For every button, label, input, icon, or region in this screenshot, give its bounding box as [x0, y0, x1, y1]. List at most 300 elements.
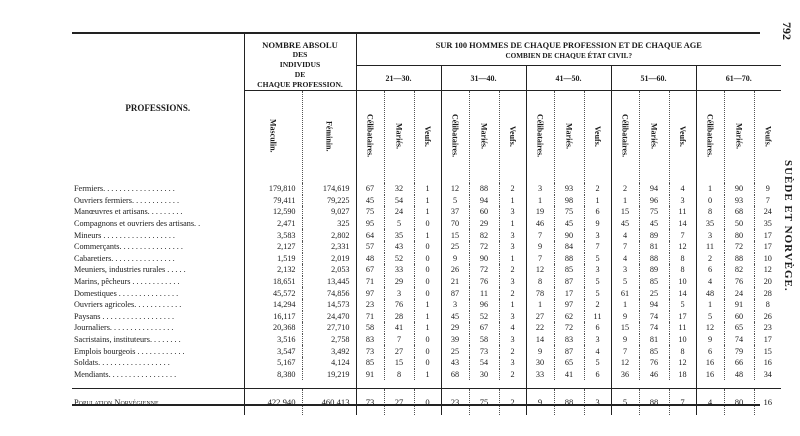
- percentage-value: 89: [639, 229, 669, 241]
- percentage-value: 94: [639, 299, 669, 311]
- separator-row: [72, 380, 781, 389]
- percentage-value: 4: [669, 183, 696, 195]
- percentage-value: 3: [526, 183, 554, 195]
- percentage-value: 58: [469, 334, 499, 346]
- percentage-value: 10: [669, 276, 696, 288]
- nombre-line: DE: [294, 70, 306, 79]
- column-header: [356, 91, 384, 184]
- column-header-label: Mariés.: [649, 123, 659, 149]
- nombre-line: CHAQUE PROFESSION.: [257, 80, 343, 89]
- column-header-label: Mariés.: [394, 123, 404, 149]
- table-row: [72, 299, 781, 311]
- feminin-value: 27,710: [302, 322, 356, 334]
- percentage-value: 1: [499, 253, 526, 265]
- feminin-value: 3,492: [302, 345, 356, 357]
- percentage-value: 81: [639, 241, 669, 253]
- nombre-line: INDIVIDUS: [279, 60, 321, 69]
- masculin-value: 5,167: [244, 357, 302, 369]
- percentage-value: 2: [499, 345, 526, 357]
- percentage-value: 16: [696, 369, 724, 381]
- feminin-value: 2,802: [302, 229, 356, 241]
- percentage-value: 72: [554, 322, 584, 334]
- percentage-value: 88: [554, 253, 584, 265]
- percentage-value: 65: [724, 322, 754, 334]
- percentage-value: 0: [414, 345, 441, 357]
- table-row: [72, 311, 781, 323]
- masculin-value: 422,940: [244, 389, 302, 416]
- feminin-value: 174,619: [302, 183, 356, 195]
- percentage-value: 3: [499, 229, 526, 241]
- column-header-label: Mariés.: [479, 123, 489, 149]
- percentage-value: 3: [611, 264, 639, 276]
- column-header: [526, 91, 554, 184]
- percentage-value: 2: [499, 264, 526, 276]
- percentage-value: 5: [611, 389, 639, 416]
- percentage-value: 16: [763, 358, 772, 368]
- percentage-value: 27: [526, 311, 554, 323]
- masculin-value: 79,411: [244, 195, 302, 207]
- percentage-value: 29: [469, 218, 499, 230]
- separator-cell: [669, 380, 696, 389]
- masculin-value: 2,471: [244, 218, 302, 230]
- percentage-value: 45: [441, 311, 469, 323]
- percentage-value: 85: [639, 345, 669, 357]
- percentage-value: 5: [384, 218, 414, 230]
- percentage-value: 88: [554, 389, 584, 416]
- column-header: [414, 91, 441, 184]
- percentage-value: 8: [669, 345, 696, 357]
- separator-cell: [469, 380, 499, 389]
- percentage-value: 54: [384, 195, 414, 207]
- percentage-value: 74: [639, 311, 669, 323]
- percentage-value: 93: [554, 183, 584, 195]
- percentage-value: 29: [441, 322, 469, 334]
- profession-label: Marins, pêcheurs . . . . . . . . . . . .: [72, 276, 244, 288]
- column-header: [639, 91, 669, 184]
- column-header: [754, 91, 781, 184]
- percentage-value: 9: [441, 253, 469, 265]
- percentage-value: 3: [499, 206, 526, 218]
- percentage-value: 90: [724, 183, 754, 195]
- percentage-value: 60: [724, 311, 754, 323]
- column-header: [441, 91, 469, 184]
- percentage-value: 1: [611, 299, 639, 311]
- percentage-value: 8: [765, 300, 770, 310]
- percentage-value: 62: [554, 311, 584, 323]
- percentage-value: 10: [763, 253, 772, 263]
- column-header-label: Veufs.: [678, 125, 687, 147]
- percentage-value: 41: [554, 369, 584, 381]
- percentage-value: 9: [526, 345, 554, 357]
- percentage-value: 73: [356, 345, 384, 357]
- percentage-value: 29: [384, 276, 414, 288]
- percentage-value: 52: [469, 311, 499, 323]
- profession-label: Ouvriers fermiers. . . . . . . . . . . .: [72, 195, 244, 207]
- percentage-value: 34: [763, 369, 772, 379]
- profession-label: Emplois bourgeois . . . . . . . . . . . .: [72, 345, 244, 357]
- table-row: [72, 206, 781, 218]
- column-header-label: Célibataires.: [365, 114, 375, 158]
- percentage-value: 26: [441, 264, 469, 276]
- feminin-value: 4,124: [302, 357, 356, 369]
- percentage-value: 4: [696, 389, 724, 416]
- profession-label: Compagnons et ouvriers des artisans. .: [72, 218, 244, 230]
- percentage-value: 1: [499, 299, 526, 311]
- percentage-value: 4: [611, 253, 639, 265]
- percentage-value: 79: [724, 345, 754, 357]
- feminin-value: 14,573: [302, 299, 356, 311]
- percentage-value: 12: [696, 322, 724, 334]
- percentage-value: 19: [526, 206, 554, 218]
- percentage-value: 27: [384, 345, 414, 357]
- column-header-label: Masculin.: [268, 119, 278, 153]
- percentage-value: 8: [384, 369, 414, 381]
- percentage-value: 97: [554, 299, 584, 311]
- percentage-value: 76: [469, 276, 499, 288]
- percentage-value: 6: [584, 322, 611, 334]
- percentage-value: 73: [356, 389, 384, 416]
- percentage-value: 35: [384, 229, 414, 241]
- percentage-value: 24: [384, 206, 414, 218]
- percentage-value: 87: [554, 276, 584, 288]
- percentage-value: 3: [584, 334, 611, 346]
- percentage-value: 75: [469, 389, 499, 416]
- table-row: [72, 253, 781, 265]
- percentage-value: 85: [554, 264, 584, 276]
- separator-cell: [754, 380, 781, 389]
- percentage-value: 85: [639, 276, 669, 288]
- percentage-value: 61: [611, 287, 639, 299]
- percentage-value: 48: [696, 287, 724, 299]
- percentage-value: 9: [584, 218, 611, 230]
- masculin-value: 2,127: [244, 241, 302, 253]
- percentage-value: 72: [469, 241, 499, 253]
- percentage-value: 0: [414, 241, 441, 253]
- percentage-value: 45: [639, 218, 669, 230]
- percentage-value: 72: [469, 264, 499, 276]
- percentage-value: 81: [639, 334, 669, 346]
- percentage-value: 15: [384, 357, 414, 369]
- percentage-value: 50: [724, 218, 754, 230]
- percentage-value: 9: [765, 184, 770, 194]
- table-row: [72, 369, 781, 381]
- masculin-value: 12,590: [244, 206, 302, 218]
- percentage-value: 71: [356, 276, 384, 288]
- column-header: [384, 91, 414, 184]
- percentage-value: 7: [526, 229, 554, 241]
- percentage-value: 8: [526, 276, 554, 288]
- percentage-value: 3: [384, 287, 414, 299]
- table-row: [72, 218, 781, 230]
- percentage-header: [356, 32, 781, 66]
- percentage-value: 9: [611, 334, 639, 346]
- percentage-value: 80: [724, 389, 754, 416]
- percentage-value: 45: [356, 195, 384, 207]
- pct-line: SUR 100 HOMMES DE CHAQUE PROFESSION ET DE CHAQUE AGE: [435, 41, 702, 50]
- percentage-value: 75: [554, 206, 584, 218]
- percentage-value: 0: [414, 287, 441, 299]
- feminin-value: 2,758: [302, 334, 356, 346]
- percentage-value: 3: [696, 229, 724, 241]
- percentage-value: 32: [384, 183, 414, 195]
- percentage-value: 54: [469, 357, 499, 369]
- percentage-value: 0: [414, 357, 441, 369]
- table-row: [72, 357, 781, 369]
- percentage-value: 85: [356, 357, 384, 369]
- percentage-value: 0: [414, 389, 441, 416]
- percentage-value: 71: [356, 311, 384, 323]
- page-number: 792: [780, 22, 794, 40]
- percentage-value: 46: [526, 218, 554, 230]
- percentage-value: 48: [356, 253, 384, 265]
- percentage-value: 4: [611, 229, 639, 241]
- percentage-value: 2: [584, 299, 611, 311]
- table-row: [72, 287, 781, 299]
- percentage-value: 2: [499, 183, 526, 195]
- profession-label: Meuniers, industries rurales . . . . .: [72, 264, 244, 276]
- percentage-value: 37: [441, 206, 469, 218]
- percentage-value: 76: [724, 276, 754, 288]
- feminin-value: 2,019: [302, 253, 356, 265]
- percentage-value: 5: [611, 276, 639, 288]
- percentage-value: 88: [639, 253, 669, 265]
- table-row: [72, 264, 781, 276]
- percentage-value: 2: [499, 287, 526, 299]
- percentage-value: 12: [441, 183, 469, 195]
- percentage-value: 21: [441, 276, 469, 288]
- percentage-value: 5: [584, 253, 611, 265]
- percentage-value: 3: [441, 299, 469, 311]
- percentage-value: 8: [696, 206, 724, 218]
- percentage-value: 82: [469, 229, 499, 241]
- separator-cell: [639, 380, 669, 389]
- percentage-value: 25: [441, 241, 469, 253]
- percentage-value: 0: [414, 218, 441, 230]
- percentage-value: 4: [584, 345, 611, 357]
- percentage-value: 24: [724, 287, 754, 299]
- percentage-value: 1: [414, 299, 441, 311]
- column-header-label: Célibataires.: [705, 114, 715, 158]
- percentage-value: 17: [763, 335, 772, 345]
- profession-label: Sacristains, instituteurs. . . . . . . .: [72, 334, 244, 346]
- percentage-value: 35: [763, 219, 772, 229]
- percentage-value: 82: [724, 264, 754, 276]
- nombre-line: NOMBRE ABSOLU: [262, 40, 338, 50]
- percentage-value: 1: [584, 195, 611, 207]
- column-header-label: Célibataires.: [620, 114, 630, 158]
- percentage-value: 88: [639, 389, 669, 416]
- feminin-value: 325: [302, 218, 356, 230]
- percentage-value: 94: [469, 195, 499, 207]
- percentage-value: 33: [384, 264, 414, 276]
- table-row: [72, 183, 781, 195]
- percentage-value: 0: [696, 195, 724, 207]
- percentage-value: 15: [441, 229, 469, 241]
- percentage-value: 73: [469, 345, 499, 357]
- percentage-value: 98: [554, 195, 584, 207]
- table-row: [72, 334, 781, 346]
- column-header-label: Célibataires.: [450, 114, 460, 158]
- percentage-value: 91: [724, 299, 754, 311]
- percentage-value: 7: [584, 241, 611, 253]
- percentage-value: 30: [469, 369, 499, 381]
- pct-line: COMBIEN DE CHAQUE ÉTAT CIVIL?: [505, 52, 633, 60]
- percentage-value: 36: [611, 369, 639, 381]
- percentage-value: 0: [414, 334, 441, 346]
- column-header-label: Veufs.: [593, 125, 602, 147]
- percentage-value: 11: [669, 206, 696, 218]
- percentage-value: 2: [499, 389, 526, 416]
- column-header-label: Veufs.: [423, 125, 432, 147]
- percentage-value: 94: [639, 183, 669, 195]
- column-header-label: Célibataires.: [535, 114, 545, 158]
- percentage-value: 17: [763, 242, 772, 252]
- percentage-value: 0: [414, 253, 441, 265]
- percentage-value: 96: [639, 195, 669, 207]
- percentage-value: 48: [724, 369, 754, 381]
- table-row: [72, 195, 781, 207]
- percentage-value: 12: [763, 265, 772, 275]
- percentage-value: 74: [724, 334, 754, 346]
- percentage-value: 12: [611, 357, 639, 369]
- running-head: SUÈDE ET NORVÈGE.: [782, 160, 794, 292]
- percentage-value: 15: [611, 322, 639, 334]
- percentage-value: 72: [724, 241, 754, 253]
- percentage-value: 12: [669, 241, 696, 253]
- percentage-value: 8: [669, 253, 696, 265]
- age-group-header: 61—70.: [696, 66, 781, 91]
- percentage-value: 5: [669, 299, 696, 311]
- total-row: [72, 389, 781, 416]
- table-row: [72, 345, 781, 357]
- percentage-value: 20: [763, 277, 772, 287]
- feminin-value: 79,225: [302, 195, 356, 207]
- percentage-value: 9: [526, 389, 554, 416]
- percentage-value: 11: [696, 241, 724, 253]
- percentage-value: 15: [763, 346, 772, 356]
- profession-label: Ouvriers agricoles. . . . . . . . . . . .: [72, 299, 244, 311]
- separator-cell: [499, 380, 526, 389]
- masculin-value: 45,572: [244, 287, 302, 299]
- professions-header: PROFESSIONS.: [72, 32, 244, 183]
- percentage-value: 83: [356, 334, 384, 346]
- percentage-value: 91: [356, 369, 384, 381]
- percentage-value: 52: [384, 253, 414, 265]
- separator-cell: [302, 380, 356, 389]
- percentage-value: 1: [611, 195, 639, 207]
- percentage-value: 95: [356, 218, 384, 230]
- percentage-value: 83: [554, 334, 584, 346]
- percentage-value: 7: [669, 229, 696, 241]
- percentage-value: 93: [724, 195, 754, 207]
- percentage-value: 87: [554, 345, 584, 357]
- percentage-value: 6: [584, 369, 611, 381]
- percentage-value: 1: [696, 183, 724, 195]
- masculin-value: 2,132: [244, 264, 302, 276]
- masculin-value: 14,294: [244, 299, 302, 311]
- percentage-value: 76: [384, 299, 414, 311]
- column-header-label: Féminin.: [324, 120, 334, 152]
- profession-label: Cabaretiers. . . . . . . . . . . . . . . .: [72, 253, 244, 265]
- percentage-value: 1: [414, 195, 441, 207]
- age-group-header: 31—40.: [441, 66, 526, 91]
- percentage-value: 67: [356, 183, 384, 195]
- percentage-value: 67: [469, 322, 499, 334]
- feminin-value: 2,053: [302, 264, 356, 276]
- percentage-value: 45: [611, 218, 639, 230]
- percentage-value: 3: [669, 195, 696, 207]
- percentage-value: 3: [499, 241, 526, 253]
- percentage-value: 58: [356, 322, 384, 334]
- column-header-label: Veufs.: [763, 125, 773, 147]
- percentage-value: 2: [611, 183, 639, 195]
- percentage-value: 1: [526, 195, 554, 207]
- percentage-value: 16: [763, 397, 773, 408]
- percentage-value: 68: [441, 369, 469, 381]
- percentage-value: 46: [639, 369, 669, 381]
- percentage-value: 96: [469, 299, 499, 311]
- separator-cell: [356, 380, 384, 389]
- percentage-value: 17: [554, 287, 584, 299]
- percentage-value: 75: [639, 206, 669, 218]
- percentage-value: 90: [469, 253, 499, 265]
- age-group-header: 21—30.: [356, 66, 441, 91]
- percentage-value: 0: [414, 276, 441, 288]
- nombre-absolu-header: [244, 32, 356, 91]
- percentage-value: 22: [526, 322, 554, 334]
- percentage-value: 5: [584, 357, 611, 369]
- percentage-value: 12: [526, 264, 554, 276]
- percentage-value: 5: [696, 311, 724, 323]
- table-row: [72, 322, 781, 334]
- percentage-value: 7: [765, 195, 770, 205]
- percentage-value: 7: [611, 345, 639, 357]
- percentage-value: 12: [669, 357, 696, 369]
- percentage-value: 11: [584, 311, 611, 323]
- feminin-value: 19,219: [302, 369, 356, 381]
- percentage-value: 2: [499, 369, 526, 381]
- percentage-value: 1: [696, 299, 724, 311]
- percentage-value: 78: [526, 287, 554, 299]
- percentage-value: 1: [414, 206, 441, 218]
- percentage-value: 7: [526, 253, 554, 265]
- percentage-value: 10: [669, 334, 696, 346]
- profession-label: Paysans . . . . . . . . . . . . . . . . . .: [72, 311, 244, 323]
- feminin-value: 74,856: [302, 287, 356, 299]
- percentage-value: 89: [639, 264, 669, 276]
- percentage-value: 57: [356, 241, 384, 253]
- percentage-value: 23: [763, 323, 772, 333]
- percentage-value: 68: [724, 206, 754, 218]
- percentage-value: 3: [499, 334, 526, 346]
- column-header: [244, 91, 302, 184]
- profession-label: Domestiques . . . . . . . . . . . . . . .: [72, 287, 244, 299]
- percentage-value: 88: [469, 183, 499, 195]
- percentage-value: 5: [441, 195, 469, 207]
- percentage-value: 11: [669, 322, 696, 334]
- percentage-value: 18: [669, 369, 696, 381]
- percentage-value: 84: [554, 241, 584, 253]
- masculin-value: 8,380: [244, 369, 302, 381]
- nombre-line: DES: [292, 50, 308, 59]
- percentage-value: 30: [526, 357, 554, 369]
- masculin-value: 3,547: [244, 345, 302, 357]
- separator-cell: [611, 380, 639, 389]
- percentage-value: 9: [526, 241, 554, 253]
- percentage-value: 60: [469, 206, 499, 218]
- percentage-value: 80: [724, 229, 754, 241]
- percentage-value: 1: [414, 229, 441, 241]
